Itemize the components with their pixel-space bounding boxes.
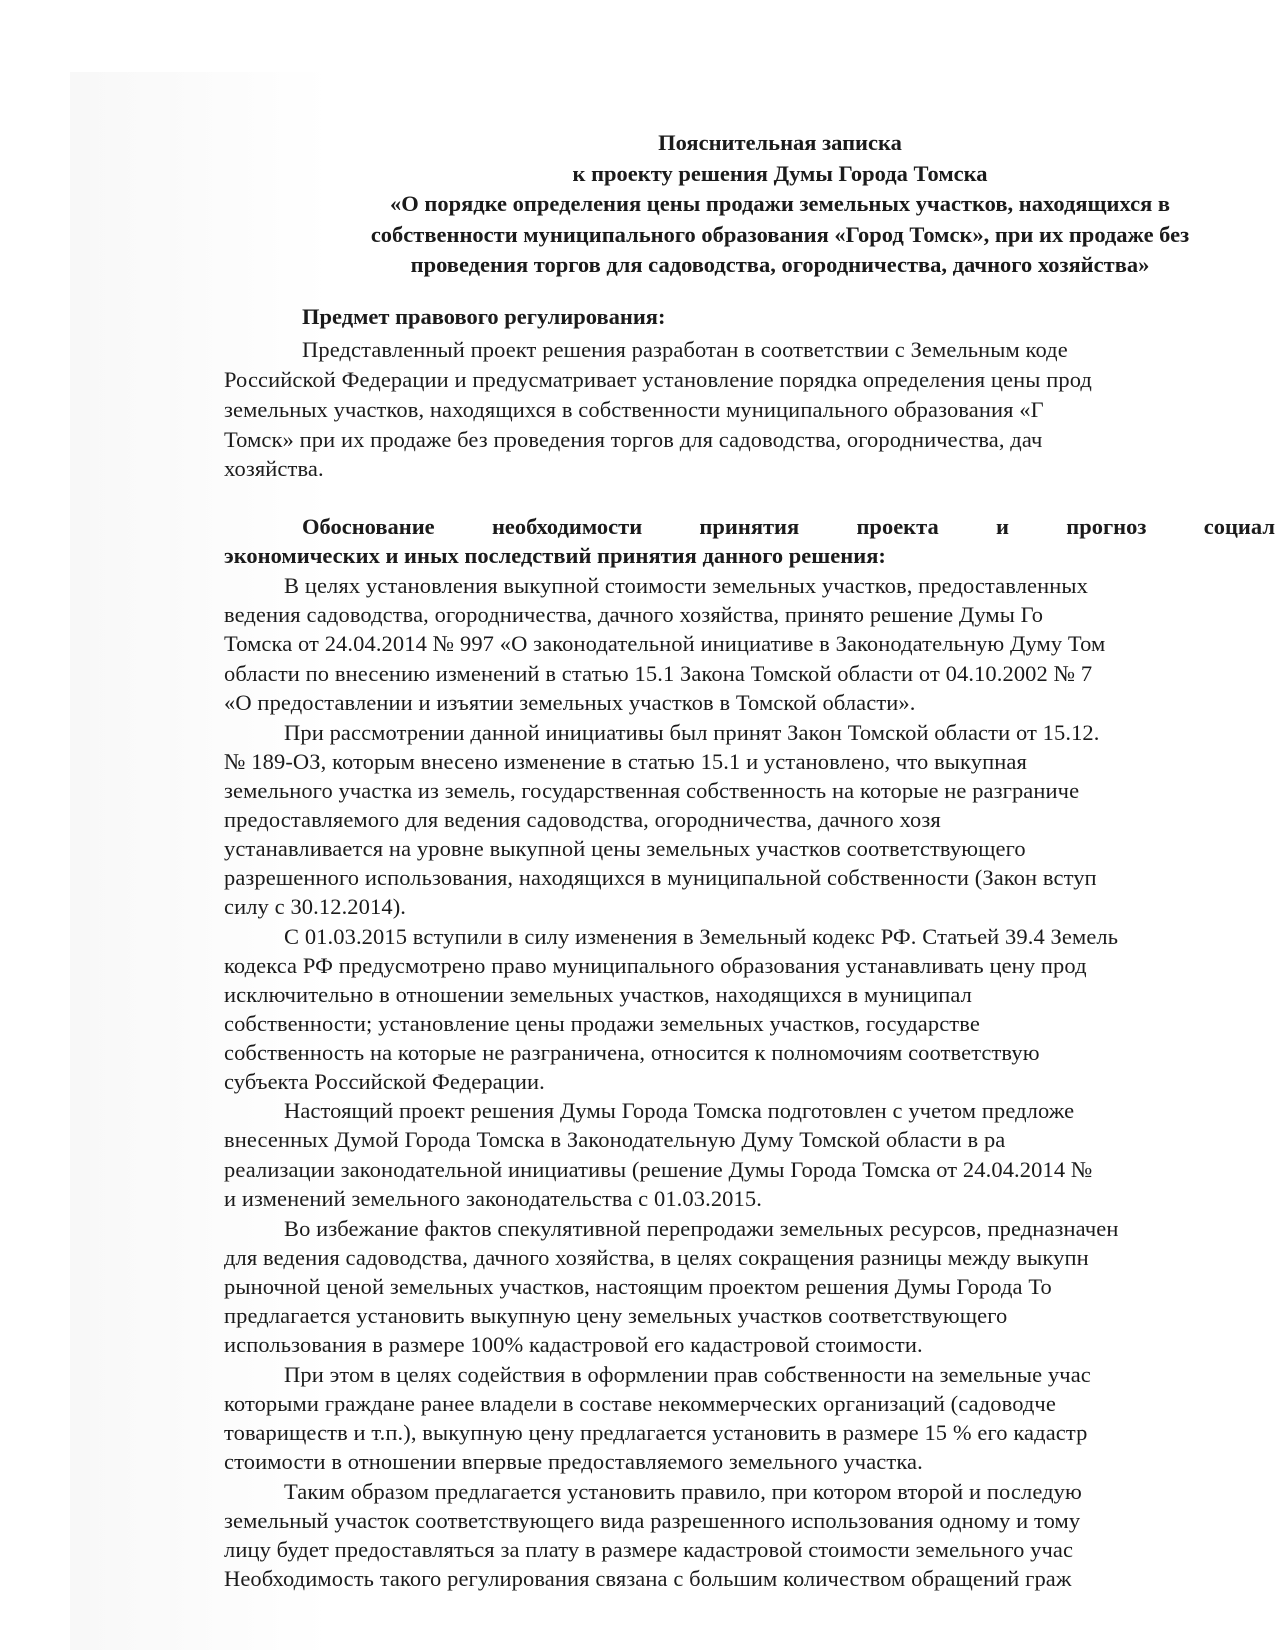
paragraph-line: реализации законодательной инициативы (решение Думы Города Томска от 24.04.2014 № bbox=[224, 1157, 1093, 1182]
title-line-3: «О порядке определения цены продажи земельных участков, находящихся в bbox=[389, 191, 1171, 216]
section-heading-subject: Предмет правового регулирования: bbox=[302, 304, 666, 329]
paragraph-line: собственность на которые не разграничена, относится к полномочиям соответствую bbox=[224, 1040, 1040, 1065]
paragraph-line: собственности; установление цены продажи земельных участков, государстве bbox=[224, 1011, 980, 1036]
paragraph-line: и изменений земельного законодательства с 01.03.2015. bbox=[224, 1186, 762, 1211]
paragraph-line: силу с 30.12.2014). bbox=[224, 894, 407, 919]
paragraph-line: лицу будет предоставляться за плату в размере кадастровой стоимости земельного учас bbox=[224, 1537, 1074, 1562]
title-line-5: проведения торгов для садоводства, огородничества, дачного хозяйства» bbox=[410, 252, 1150, 277]
paragraph-line: Российской Федерации и предусматривает установление порядка определения цены прод bbox=[224, 367, 1092, 392]
paragraph-line: хозяйства. bbox=[224, 456, 324, 481]
heading-word: и bbox=[996, 514, 1009, 539]
paragraph-line: При рассмотрении данной инициативы был принят Закон Томской области от 15.12. bbox=[284, 720, 1100, 745]
paragraph-line: Томска от 24.04.2014 № 997 «О законодательной инициативе в Законодательную Думу Том bbox=[224, 631, 1106, 656]
paragraph-line: Представленный проект решения разработан в соответствии с Земельным коде bbox=[302, 337, 1068, 362]
heading-word: социал bbox=[1203, 514, 1275, 539]
paragraph-line: области по внесению изменений в статью 15.1 Закона Томской области от 04.10.2002 № 7 bbox=[224, 661, 1093, 686]
paragraph-line: ведения садоводства, огородничества, дачного хозяйства, принято решение Думы Го bbox=[224, 602, 1044, 627]
paragraph-line: В целях установления выкупной стоимости земельных участков, предоставленных bbox=[284, 573, 1088, 598]
heading-word: необходимости bbox=[491, 514, 643, 539]
paragraph-line: Настоящий проект решения Думы Города Томска подготовлен с учетом предложе bbox=[284, 1098, 1075, 1123]
paragraph-line: субъекта Российской Федерации. bbox=[224, 1069, 545, 1094]
paragraph-line: рыночной ценой земельных участков, настоящим проектом решения Думы Города То bbox=[224, 1274, 1052, 1299]
paragraph-line: С 01.03.2015 вступили в силу изменения в Земельный кодекс РФ. Статьей 39.4 Земель bbox=[284, 924, 1119, 949]
paragraph-line: исключительно в отношении земельных участков, находящихся в муниципал bbox=[224, 982, 973, 1007]
paragraph-line: предлагается установить выкупную цену земельных участков соответствующего bbox=[224, 1303, 1008, 1328]
paragraph-line: При этом в целях содействия в оформлении прав собственности на земельные учас bbox=[284, 1362, 1091, 1387]
paragraph-line: кодекса РФ предусмотрено право муниципального образования устанавливать цену прод bbox=[224, 953, 1087, 978]
document-title bbox=[230, 128, 1275, 281]
title-line-1: Пояснительная записка bbox=[658, 130, 902, 155]
paragraph-line: для ведения садоводства, дачного хозяйства, в целях сокращения разницы между выкупн bbox=[224, 1245, 1089, 1270]
paragraph-line: земельного участка из земель, государственная собственность на которые не разграниче bbox=[224, 778, 1080, 803]
paragraph-line: разрешенного использования, находящихся в муниципальной собственности (Закон вступ bbox=[224, 865, 1097, 890]
paragraph-line: Необходимость такого регулирования связана с большим количеством обращений граж bbox=[224, 1566, 1072, 1591]
heading-word: проекта bbox=[856, 514, 939, 539]
paragraph-line: стоимости в отношении впервые предоставляемого земельного участка. bbox=[224, 1449, 923, 1474]
heading-word: принятия bbox=[699, 514, 800, 539]
paragraph-line: «О предоставлении и изъятии земельных участков в Томской области». bbox=[224, 690, 916, 715]
paragraph-line: внесенных Думой Города Томска в Законодательную Думу Томской области в ра bbox=[224, 1127, 1006, 1152]
title-line-2: к проекту решения Думы Города Томска bbox=[572, 160, 988, 186]
paragraph-line: № 189-ОЗ, которым внесено изменение в статью 15.1 и установлено, что выкупная bbox=[224, 749, 1027, 774]
paragraph-line: Во избежание фактов спекулятивной перепродажи земельных ресурсов, предназначен bbox=[284, 1216, 1119, 1241]
paragraph-line: которыми граждане ранее владели в составе некоммерческих организаций (садоводче bbox=[224, 1391, 1056, 1416]
paragraph-line: товариществ и т.п.), выкупную цену предлагается установить в размере 15 % его кадастр bbox=[224, 1420, 1088, 1445]
paragraph-line: использования в размере 100% кадастровой его кадастровой стоимости. bbox=[224, 1332, 923, 1357]
paragraph-line: земельных участков, находящихся в собственности муниципального образования «Г bbox=[224, 397, 1044, 422]
paragraph-line: предоставляемого для ведения садоводства, огородничества, дачного хозя bbox=[224, 807, 941, 832]
section-heading-rationale bbox=[302, 514, 1275, 540]
heading-word: Обоснование bbox=[302, 514, 435, 539]
paragraph-line: Таким образом предлагается установить правило, при котором второй и последую bbox=[284, 1479, 1082, 1504]
heading-word: прогноз bbox=[1066, 514, 1147, 539]
paragraph-line: Томск» при их продаже без проведения торгов для садоводства, огородничества, дач bbox=[224, 427, 1043, 452]
paragraph-line: земельный участок соответствующего вида разрешенного использования одному и тому bbox=[224, 1508, 1081, 1533]
title-line-4: собственности муниципального образования «Город Томск», при их продаже без bbox=[370, 221, 1190, 247]
section-heading-rationale-line2: экономических и иных последствий принятия данного решения: bbox=[224, 543, 886, 568]
paragraph-line: устанавливается на уровне выкупной цены земельных участков соответствующего bbox=[224, 836, 1026, 861]
